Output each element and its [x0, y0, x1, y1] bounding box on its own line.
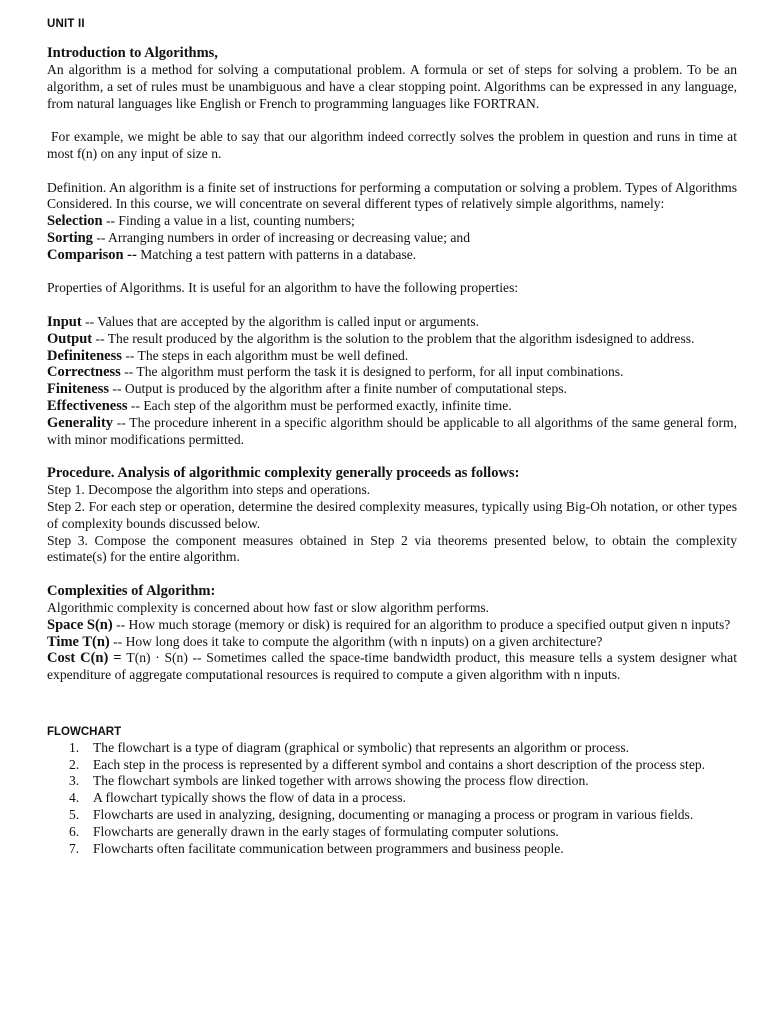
intro-heading: Introduction to Algorithms, [47, 45, 218, 61]
type-item-comparison: Comparison -- Matching a test pattern with patterns in a database. [47, 246, 417, 263]
flowchart-label: FLOWCHART [47, 725, 122, 738]
procedure-step-1: Step 1. Decompose the algorithm into steps and operations. [47, 482, 371, 498]
property-definiteness: Definiteness -- The steps in each algorithm must be well defined. [47, 347, 409, 364]
procedure-step-3: Step 3. Compose the component measures obtained in Step 2 via theorems presented below, to obtain the complexity estimate(s) for the entire algorithm. [47, 532, 737, 565]
flowchart-list [47, 740, 737, 858]
list-item: 3. The flowchart symbols are linked together with arrows showing the process flow direction. [69, 773, 589, 789]
type-item-sorting: Sorting -- Arranging numbers in order of increasing or decreasing value; and [47, 229, 471, 246]
complexities-intro: Algorithmic complexity is concerned about how fast or slow algorithm performs. [47, 599, 490, 615]
property-input: Input -- Values that are accepted by the algorithm is called input or arguments. [47, 313, 480, 330]
property-generality: Generality -- The procedure inherent in a specific algorithm should be applicable to all algorithms of the same general form, with minor modifications permitted. [47, 414, 737, 447]
list-item: 7. Flowcharts often facilitate communication between programmers and business people. [69, 840, 564, 856]
definition-paragraph: Definition. An algorithm is a finite set of instructions for performing a computation or solving a problem. Types of Algorithms Considered. In this course, we will concentrate on several different types of relatively simple algorithms, namely: [47, 179, 737, 212]
complexity-cost: Cost C(n) = T(n) · S(n) -- Sometimes called the space-time bandwidth product, this measure tells a system designer what expenditure of aggregate computational resources is required to compute a given algorithm with n inputs. [47, 650, 737, 683]
intro-paragraph-2: For example, we might be able to say that our algorithm indeed correctly solves the problem in question and runs in time at most f(n) on any input of size n. [47, 129, 737, 161]
list-item: 1. The flowchart is a type of diagram (graphical or symbolic) that represents an algorithm or process. [69, 739, 630, 755]
property-finiteness: Finiteness -- Output is produced by the algorithm after a finite number of computational steps. [47, 381, 567, 398]
complexity-time: Time T(n) -- How long does it take to compute the algorithm (with n inputs) on a given architecture? [47, 633, 603, 650]
list-item: 2. Each step in the process is represented by a different symbol and contains a short description of the process step. [69, 756, 706, 772]
list-item: 5. Flowcharts are used in analyzing, designing, documenting or managing a process or program in various fields. [69, 807, 694, 823]
property-effectiveness: Effectiveness -- Each step of the algorithm must be performed exactly, infinite time. [47, 397, 512, 414]
document-page [47, 18, 737, 857]
complexities-heading: Complexities of Algorithm: [47, 582, 216, 599]
unit-label: UNIT II [47, 18, 85, 30]
property-correctness: Correctness -- The algorithm must perform the task it is designed to perform, for all input combinations. [47, 364, 624, 381]
property-output: Output -- The result produced by the algorithm is the solution to the problem that the algorithm isdesigned to address. [47, 330, 695, 347]
list-item: 4. A flowchart typically shows the flow of data in a process. [69, 790, 406, 806]
procedure-heading: Procedure. Analysis of algorithmic complexity generally proceeds as follows: [47, 465, 520, 482]
complexity-space: Space S(n) -- How much storage (memory or disk) is required for an algorithm to produce a specified output given n inputs? [47, 616, 731, 633]
list-item: 6. Flowcharts are generally drawn in the early stages of formulating computer solutions. [69, 823, 559, 839]
procedure-step-2: Step 2. For each step or operation, determine the desired complexity measures, typically using Big-Oh notation, or other types of complexity bounds discussed below. [47, 498, 737, 531]
type-item-selection: Selection -- Finding a value in a list, counting numbers; [47, 213, 355, 230]
intro-paragraph-1: An algorithm is a method for solving a computational problem. A formula or set of steps for solving a problem. To be an algorithm, a set of rules must be unambiguous and have a clear stopping point. Algorithms can be expressed in any language, from natural languages like English or French to programming languages like FORTRAN. [47, 62, 737, 111]
properties-intro: Properties of Algorithms. It is useful for an algorithm to have the following properties: [47, 280, 519, 296]
